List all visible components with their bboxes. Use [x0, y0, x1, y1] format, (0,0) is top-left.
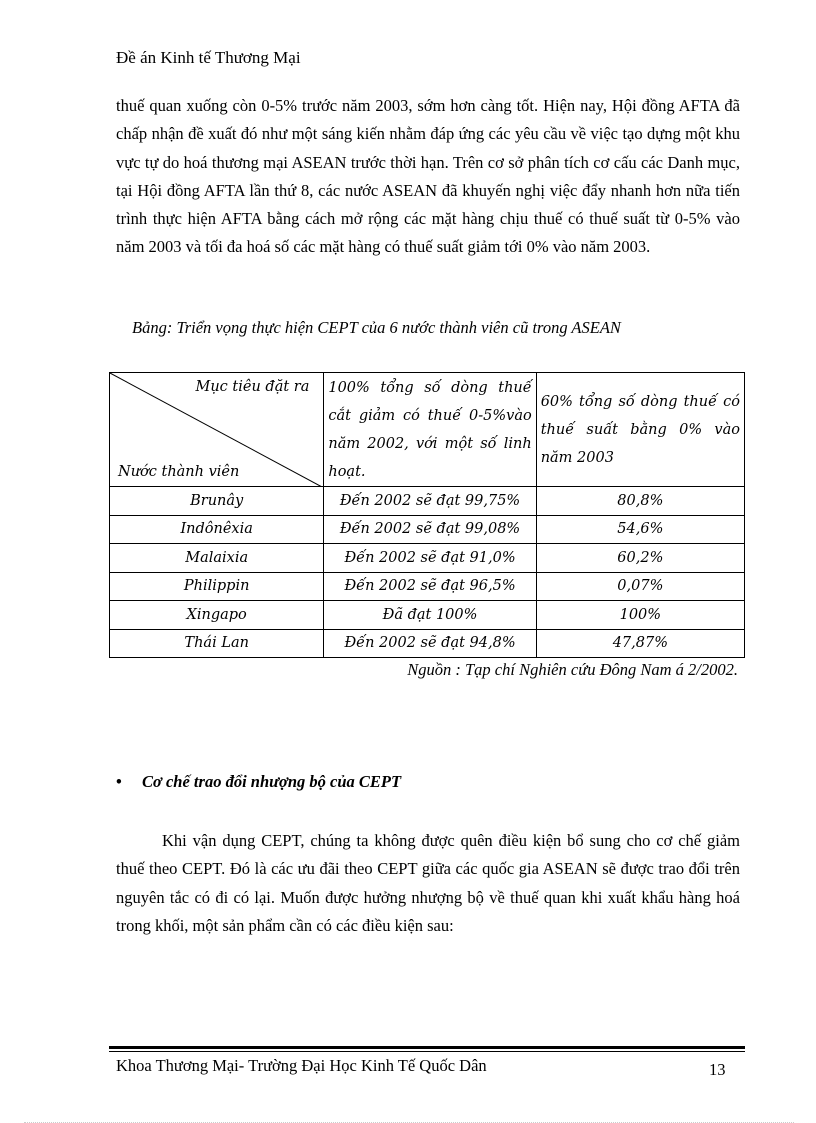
target-2002-cell: Đã đạt 100% — [324, 601, 536, 630]
country-cell: Malaixia — [110, 544, 324, 573]
target-2003-cell: 0,07% — [536, 572, 744, 601]
country-cell: Xingapo — [110, 601, 324, 630]
target-2003-cell: 54,6% — [536, 515, 744, 544]
footer-rule-thin — [109, 1051, 745, 1052]
target-2003-cell: 60,2% — [536, 544, 744, 573]
country-cell: Thái Lan — [110, 629, 324, 658]
footer-rule-thick — [109, 1046, 745, 1049]
country-cell: Brunây — [110, 487, 324, 516]
target-2002-cell: Đến 2002 sẽ đạt 94,8% — [324, 629, 536, 658]
header-members-label: Nước thành viên — [118, 464, 240, 480]
country-cell: Indônêxia — [110, 515, 324, 544]
target-2002-cell: Đến 2002 sẽ đạt 99,08% — [324, 515, 536, 544]
table-row — [110, 515, 745, 544]
header-2002-target: 100% tổng số dòng thuế cắt giảm có thuế 0-5%vào năm 2002, với một số linh hoạt. — [324, 373, 536, 487]
table-row — [110, 487, 745, 516]
target-2002-cell: Đến 2002 sẽ đạt 96,5% — [324, 572, 536, 601]
target-2002-cell: Đến 2002 sẽ đạt 91,0% — [324, 544, 536, 573]
target-2002-cell: Đến 2002 sẽ đạt 99,75% — [324, 487, 536, 516]
running-header: Đề án Kinh tế Thương Mại — [116, 48, 301, 67]
target-2003-cell: 100% — [536, 601, 744, 630]
cept-table — [109, 372, 745, 658]
header-targets-label: Mục tiêu đặt ra — [195, 379, 310, 395]
page-number: 13 — [709, 1060, 726, 1079]
corner-header-cell — [110, 373, 324, 487]
bullet-icon: • — [116, 772, 122, 791]
section-heading-text: Cơ chế trao đổi nhượng bộ của CEPT — [142, 772, 402, 791]
section-bullet-heading — [116, 772, 401, 792]
footer-institution: Khoa Thương Mại- Trường Đại Học Kinh Tế Quốc Dân — [116, 1056, 487, 1075]
table-row — [110, 601, 745, 630]
table-caption: Bảng: Triển vọng thực hiện CEPT của 6 nước thành viên cũ trong ASEAN — [132, 318, 621, 337]
table-header-row — [110, 373, 745, 487]
table-source-note: Nguồn : Tạp chí Nghiên cứu Đông Nam á 2/2002. — [407, 660, 738, 679]
header-2003-target: 60% tổng số dòng thuế có thuế suất bằng 0% vào năm 2003 — [536, 373, 744, 487]
table-row — [110, 544, 745, 573]
target-2003-cell: 47,87% — [536, 629, 744, 658]
country-cell: Philippin — [110, 572, 324, 601]
table-row — [110, 629, 745, 658]
target-2003-cell: 80,8% — [536, 487, 744, 516]
table-row — [110, 572, 745, 601]
body-paragraph-2: Khi vận dụng CEPT, chúng ta không được quên điều kiện bổ sung cho cơ chế giảm thuế theo CEPT. Đó là các ưu đãi theo CEPT giữa các quốc gia ASEAN sẽ được trao đổi trên nguyên tắc có đi có lại. Muốn được hưởng nhượng bộ về thuế quan khi xuất khẩu hàng hoá trong khối, một sản phẩm cần có các điều kiện sau: — [116, 831, 740, 935]
body-paragraph-1: thuế quan xuống còn 0-5% trước năm 2003, sớm hơn càng tốt. Hiện nay, Hội đồng AFTA đã chấp nhận đề xuất đó như một sáng kiến nhằm đáp ứng các yêu cầu về việc tạo dựng một khu vực tự do hoá thương mại ASEAN trước thời hạn. Trên cơ sở phân tích cơ cấu các Danh mục, tại Hội đồng AFTA lần thứ 8, các nước ASEAN đã khuyến nghị việc đẩy nhanh hơn nữa tiến trình thực hiện AFTA bằng cách mở rộng các mặt hàng chịu thuế có thuế suất từ 0-5% vào năm 2003 và tối đa hoá số các mặt hàng có thuế suất giảm tới 0% vào năm 2003. — [116, 96, 740, 257]
